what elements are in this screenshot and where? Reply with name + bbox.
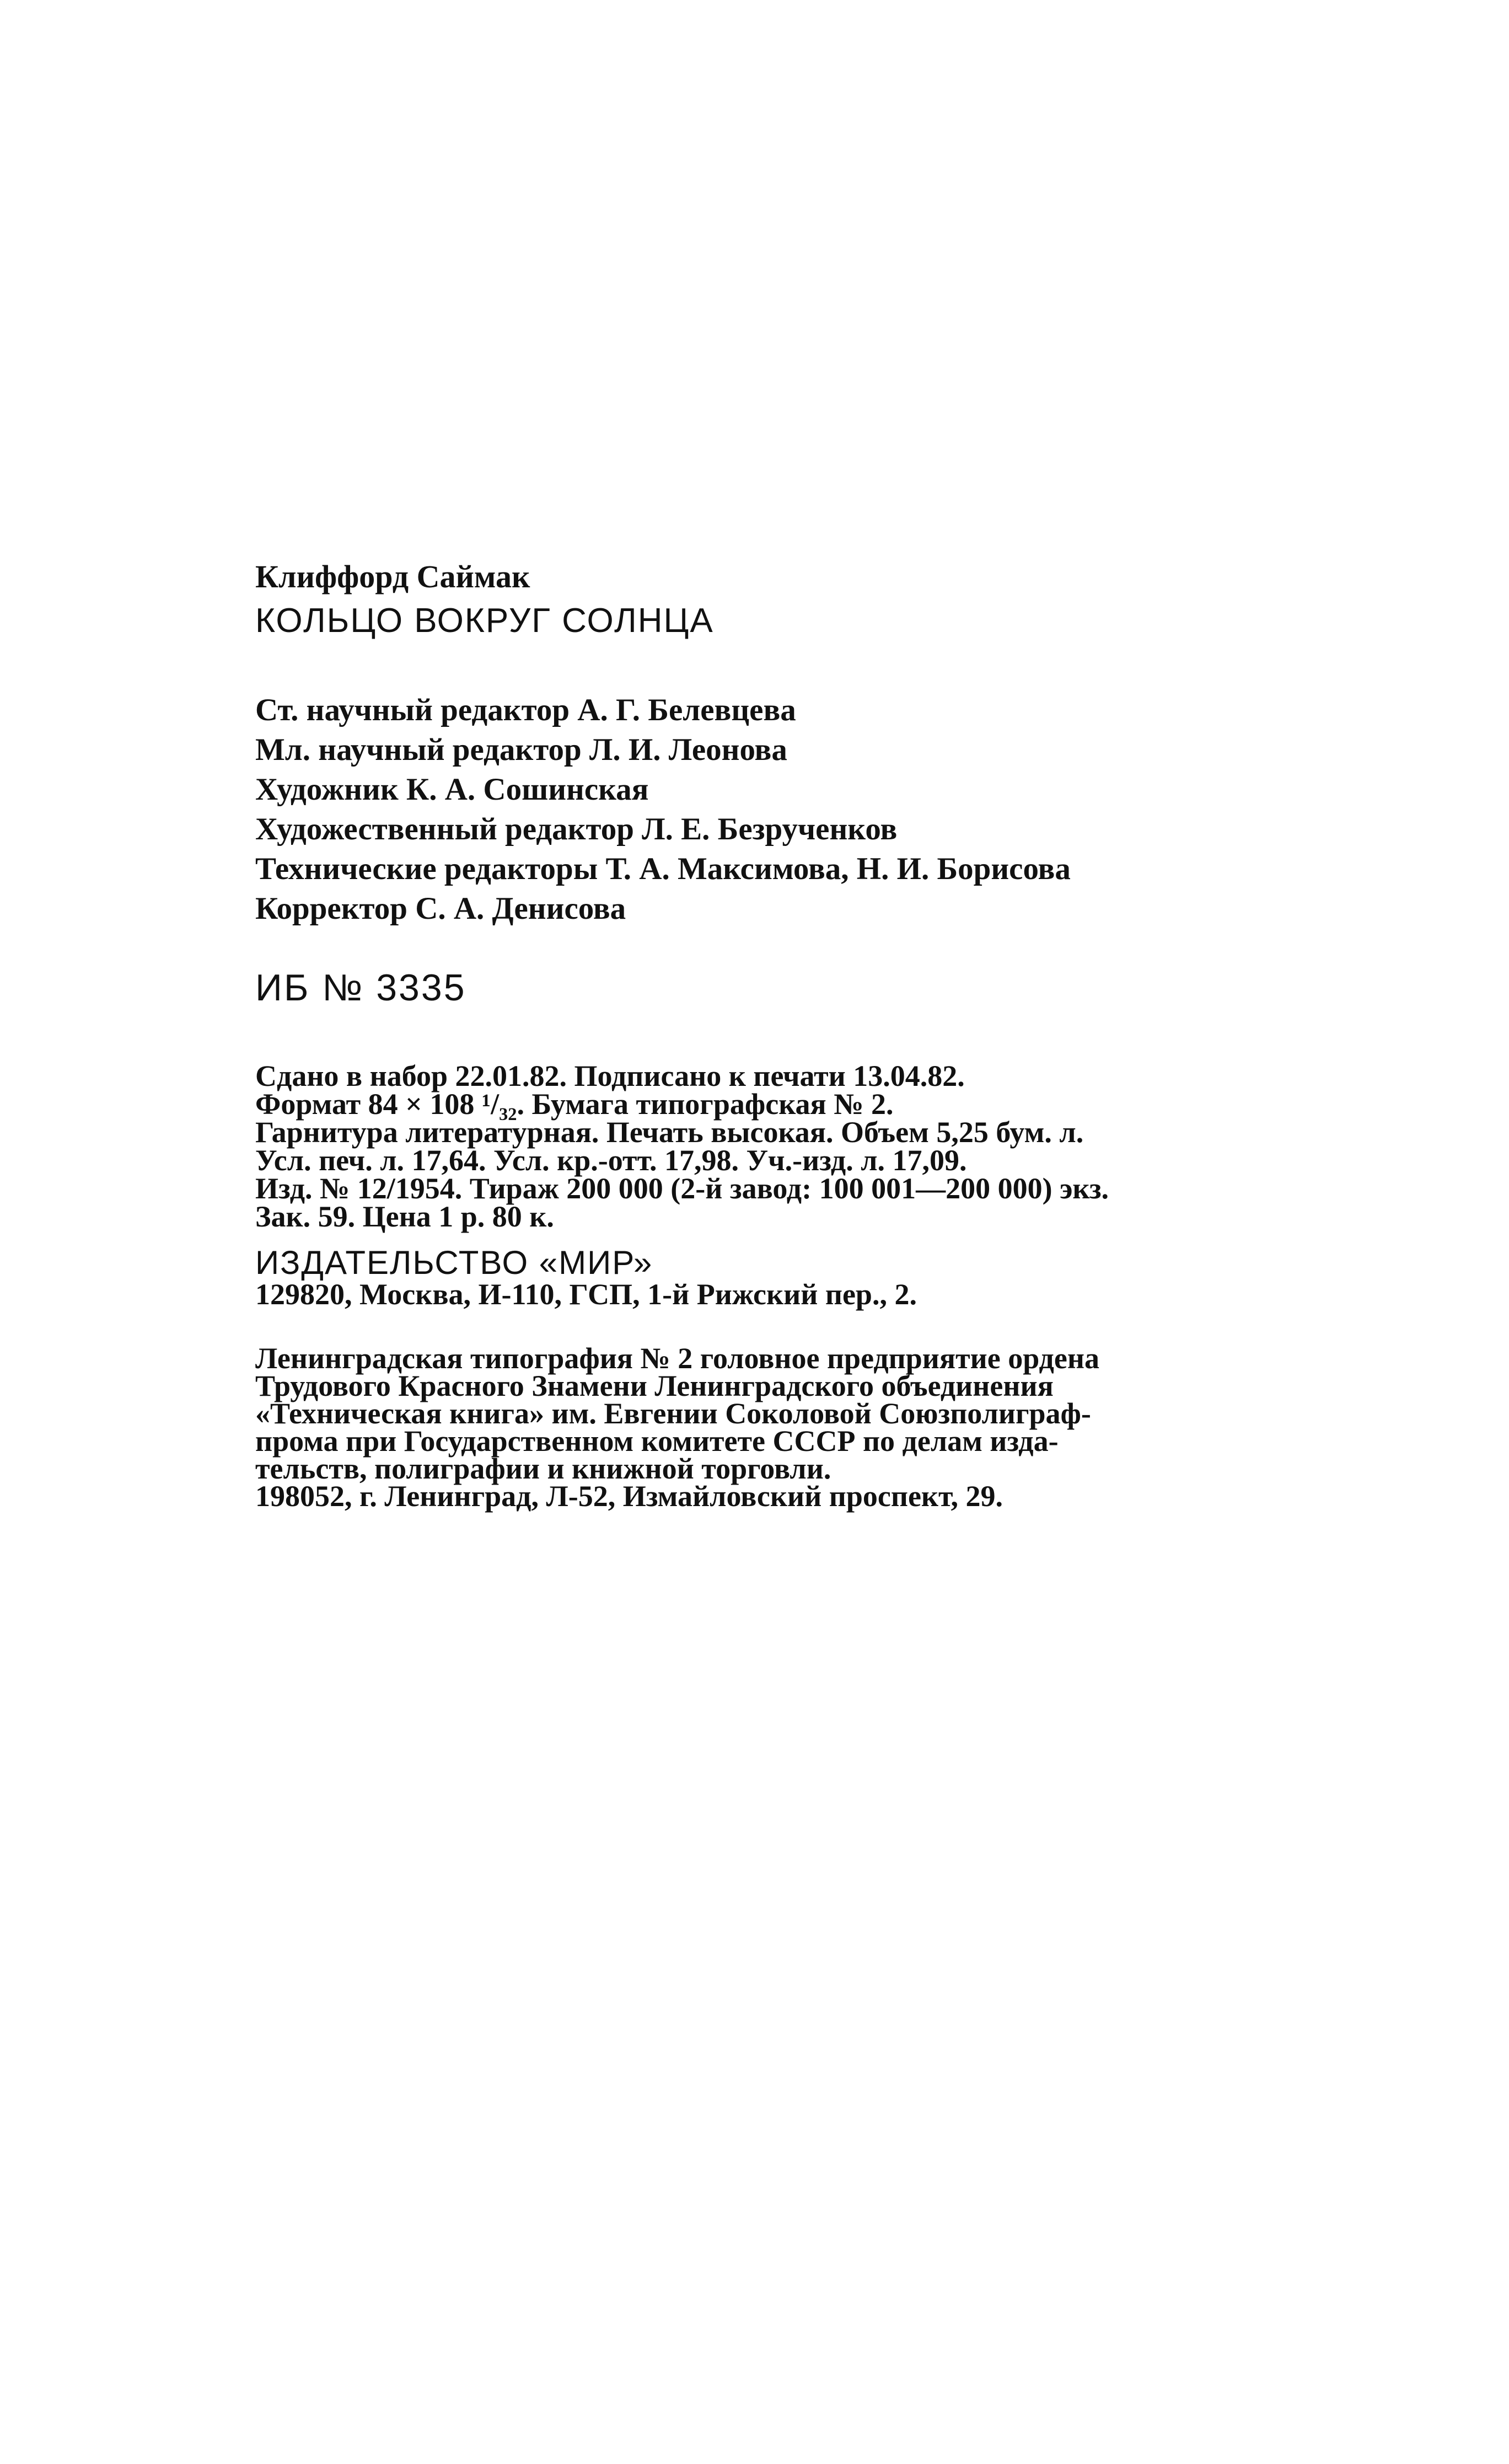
printer-line: Ленинградская типография № 2 головное предприятие ордена [255,1342,1099,1375]
printer-line: прома при Государственном комитете СССР по делам изда- [255,1424,1059,1458]
detail-format-paper: Формат 84 × 108 ¹/₃₂. Бумага типографская № 2. [255,1088,894,1121]
credit-technical-editors: Технические редакторы Т. А. Максимова, Н. И. Борисова [255,851,1071,886]
detail-order-price: Зак. 59. Цена 1 р. 80 к. [255,1200,554,1233]
printer-line: Трудового Красного Знамени Ленинградского объединения [255,1369,1054,1402]
detail-typesetting-dates: Сдано в набор 22.01.82. Подписано к печати 13.04.82. [255,1059,965,1092]
ib-number: ИБ № 3335 [255,967,466,1009]
detail-typeface-volume: Гарнитура литературная. Печать высокая. Объем 5,25 бум. л. [255,1116,1084,1149]
detail-edition-print-run: Изд. № 12/1954. Тираж 200 000 (2-й завод: 100 001—200 000) экз. [255,1172,1109,1205]
detail-sheet-counts: Усл. печ. л. 17,64. Усл. кр.-отт. 17,98. Уч.-изд. л. 17,09. [255,1144,967,1177]
publisher-info [255,1246,1264,1309]
credit-art-editor: Художественный редактор Л. Е. Безрученков [255,812,898,847]
print-details [255,1059,1264,1233]
credit-senior-editor: Ст. научный редактор А. Г. Белевцева [255,693,796,727]
author-name: Клиффорд Саймак [255,559,530,594]
publisher-name: ИЗДАТЕЛЬСТВО «МИР» [255,1244,653,1281]
editorial-credits [255,690,1264,929]
printer-info [255,1342,1264,1513]
publisher-address: 129820, Москва, И-110, ГСП, 1-й Рижский пер., 2. [255,1278,917,1311]
colophon-block [255,557,1264,1513]
book-title: КОЛЬЦО ВОКРУГ СОЛНЦА [255,602,714,640]
credit-proofreader: Корректор С. А. Денисова [255,891,626,926]
printer-line: тельств, полиграфии и книжной торговли. [255,1452,831,1485]
credit-illustrator: Художник К. А. Сошинская [255,772,649,807]
credit-junior-editor: Мл. научный редактор Л. И. Леонова [255,732,787,767]
printer-line: «Техническая книга» им. Евгении Соколовой Союзполиграф- [255,1397,1091,1430]
printer-address: 198052, г. Ленинград, Л-52, Измайловский проспект, 29. [255,1480,1003,1513]
